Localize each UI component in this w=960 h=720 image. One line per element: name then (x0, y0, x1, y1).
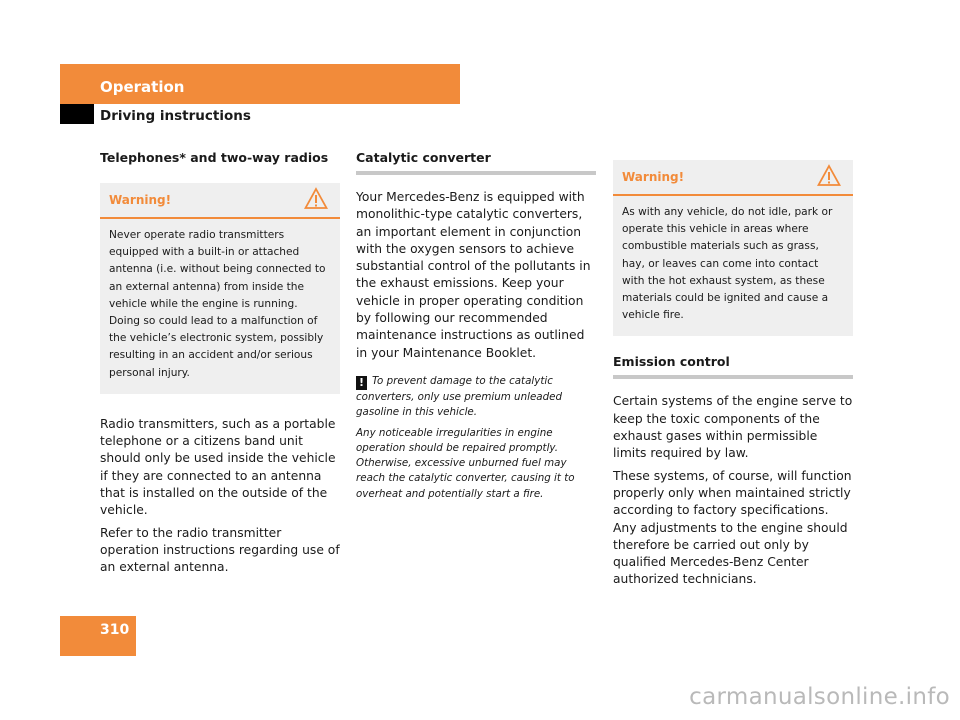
exclamation-icon: ! (356, 376, 367, 390)
warning-label: Warning! (109, 193, 172, 207)
notice-irregularities: Any noticeable irregularities in engine operation should be repaired promptly. Otherwise, excessive unburned fuel may reach the catalytic converter, causing it to overheat and potentially start a fire. (356, 426, 575, 500)
warning-header (100, 183, 340, 219)
column-telephones (100, 150, 340, 577)
column-emission (613, 160, 853, 589)
telephones-heading: Telephones* and two-way radios (100, 150, 329, 165)
paragraph-emission-systems: Certain systems of the engine serve to keep the toxic components of the exhaust gases within permissible limits required by law. (613, 394, 853, 461)
paragraph-catalytic: Your Mercedes-Benz is equipped with monolithic-type catalytic converters, an important element in conjunction with the oxygen sensors to achieve substantial control of the pollutants in the exhaust emissions. Keep your vehicle in proper operating condition by following our recommended maintenance instructions as outlined in your Maintenance Booklet. (356, 190, 591, 360)
notice-text-1: To prevent damage to the catalytic converters, only use premium unleaded gasoline in this vehicle. (356, 374, 563, 419)
subsection-title: Driving instructions (100, 108, 251, 124)
page-number: 310 (100, 622, 130, 638)
notice-premium-fuel (356, 374, 596, 421)
warning-text: Never operate radio transmitters equipped with a built-in or attached antenna (i.e. without being connected to an external antenna) from inside the vehicle while the engine is running. Doing so could lead to a malfunction of the vehicle’s electronic system, possibly resulting in an accident and/or serious personal injury. (109, 229, 326, 379)
column-catalytic (356, 150, 596, 502)
warning-triangle-icon (817, 164, 841, 188)
warning-box-fire (613, 160, 853, 336)
watermark: carmanualsonline.info (689, 684, 950, 710)
subsection-marker (60, 104, 94, 124)
paragraph-refer-instructions: Refer to the radio transmitter operation instructions regarding use of an external antenna. (100, 525, 340, 575)
section-title: Operation (100, 78, 185, 96)
paragraph-maintenance: These systems, of course, will function properly only when maintained strictly according to factory specifications. Any adjustments to the engine should therefore be carried out only by qualified Mercedes-Benz Center authorized technicians. (613, 468, 852, 587)
warning-box-radio (100, 183, 340, 394)
warning-header (613, 160, 853, 196)
paragraph-radio-transmitters: Radio transmitters, such as a portable telephone or a citizens band unit should only be used inside the vehicle if they are connected to an antenna that is installed on the outside of the vehicle. (100, 416, 336, 518)
warning-triangle-icon (304, 187, 328, 211)
warning-label: Warning! (622, 170, 685, 184)
catalytic-heading: Catalytic converter (356, 150, 596, 175)
emission-heading: Emission control (613, 354, 853, 379)
warning-text: As with any vehicle, do not idle, park or operate this vehicle in areas where combustible materials such as grass, hay, or leaves can come into contact with the hot exhaust system, as these materials could be ignited and cause a vehicle fire. (622, 206, 833, 322)
